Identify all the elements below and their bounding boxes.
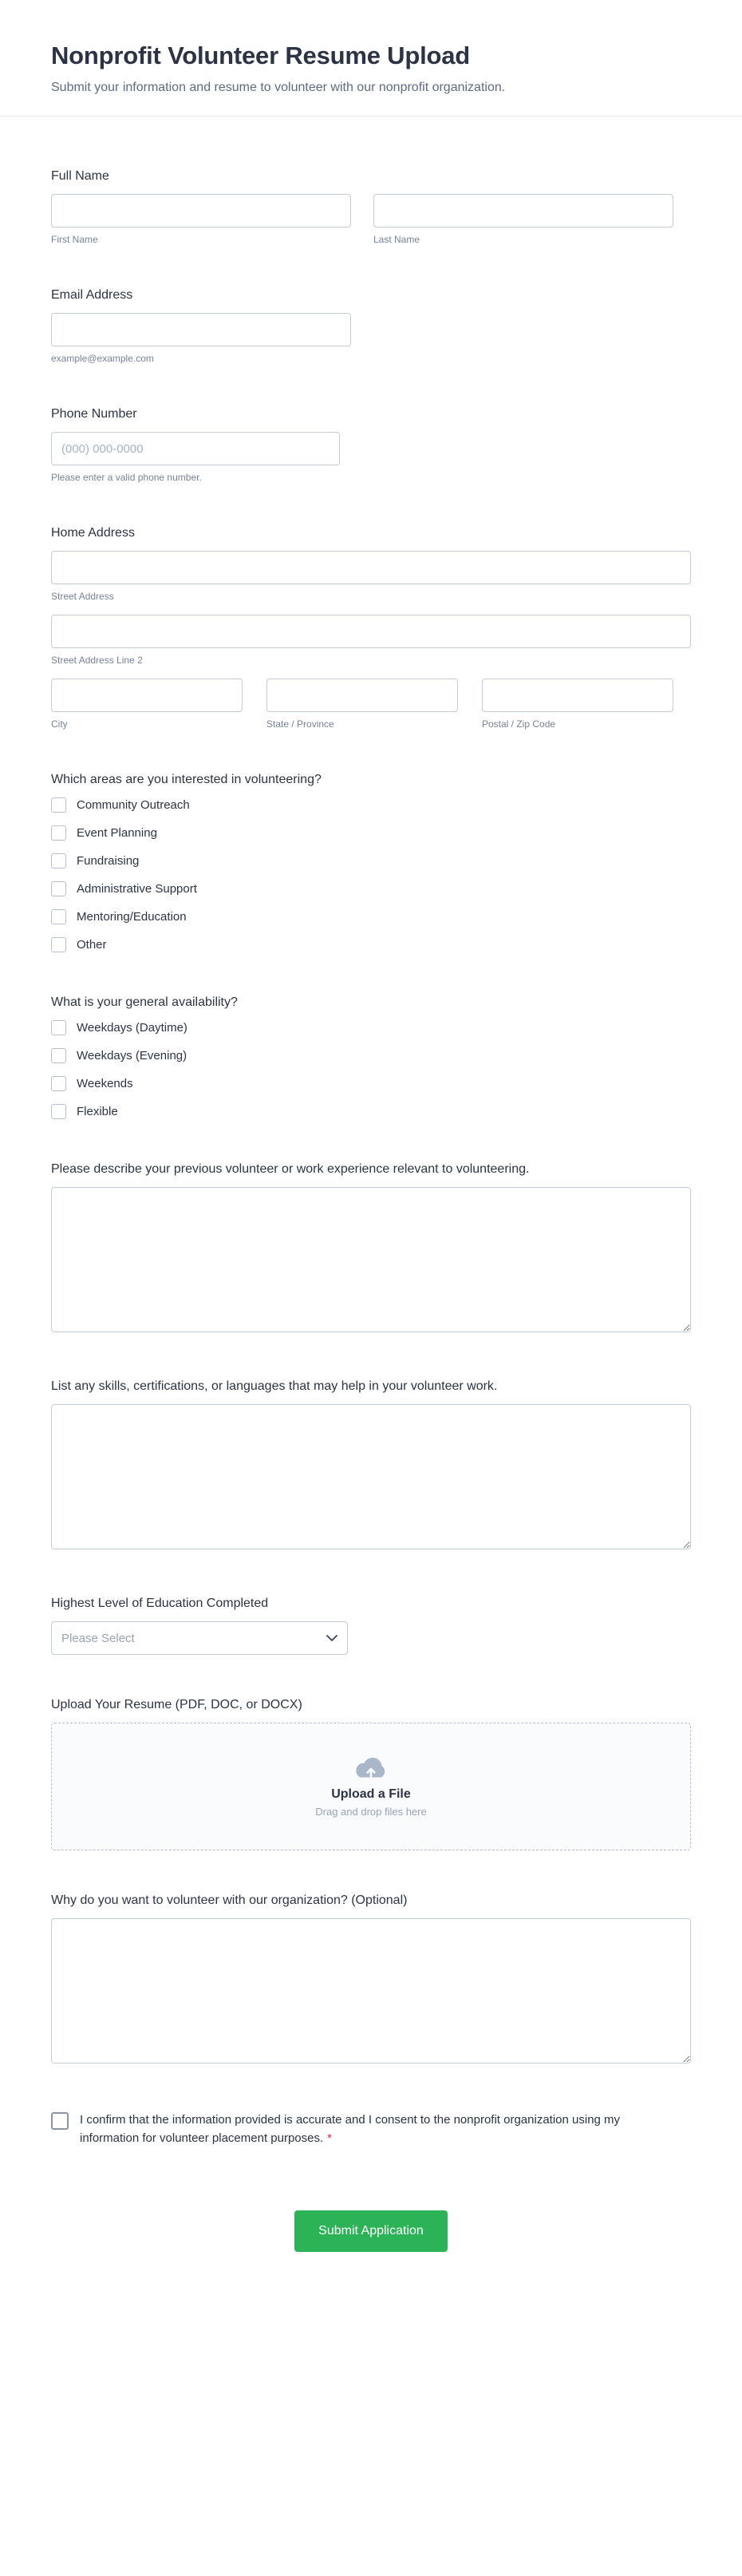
- option-label: Community Outreach: [77, 798, 190, 812]
- state-sublabel: State / Province: [266, 718, 334, 730]
- education-label: Highest Level of Education Completed: [51, 1597, 269, 1610]
- consent-checkbox[interactable]: [51, 2112, 69, 2130]
- file-upload-dropzone[interactable]: [51, 1723, 691, 1850]
- form-body: [0, 117, 742, 2329]
- form-footer: [51, 2210, 691, 2329]
- option-label: Event Planning: [77, 826, 157, 840]
- area-option-administrative-support[interactable]: [51, 881, 691, 896]
- phone-field: [51, 407, 691, 483]
- checkbox-icon[interactable]: [51, 909, 66, 924]
- zip-sublabel: Postal / Zip Code: [482, 718, 556, 730]
- last-name-col: [373, 194, 673, 245]
- consent-statement: I confirm that the information provided is accurate and I consent to the nonprofit organization using my information for volunteer placement purposes.: [80, 2113, 621, 2146]
- full-name-row: [51, 194, 691, 245]
- option-label: Fundraising: [77, 854, 140, 868]
- city-sublabel: City: [51, 718, 68, 730]
- street-address2-input[interactable]: [51, 615, 691, 648]
- motivation-field: [51, 1893, 691, 2068]
- availability-option-weekdays-evening[interactable]: [51, 1048, 691, 1063]
- city-state-zip-row: [51, 679, 691, 730]
- area-option-mentoring-education[interactable]: [51, 909, 691, 924]
- education-field: [51, 1597, 691, 1655]
- submit-button[interactable]: Submit Application: [294, 2210, 448, 2252]
- email-field: [51, 288, 691, 364]
- first-name-input[interactable]: [51, 194, 351, 228]
- last-name-sublabel: Last Name: [373, 234, 420, 245]
- skills-textarea[interactable]: [51, 1404, 691, 1549]
- availability-option-weekdays-daytime[interactable]: [51, 1020, 691, 1035]
- availability-option-weekends[interactable]: [51, 1076, 691, 1091]
- last-name-input[interactable]: [373, 194, 673, 228]
- home-address-label: Home Address: [51, 526, 135, 540]
- option-label: Administrative Support: [77, 882, 197, 896]
- area-option-community-outreach[interactable]: [51, 797, 691, 813]
- consent-text: [80, 2111, 646, 2148]
- form-header: [0, 0, 742, 116]
- option-label: Weekends: [77, 1077, 133, 1090]
- skills-label: List any skills, certifications, or languages that may help in your volunteer work.: [51, 1379, 498, 1393]
- full-name-label: Full Name: [51, 169, 109, 183]
- experience-field: [51, 1162, 691, 1336]
- area-option-event-planning[interactable]: [51, 825, 691, 841]
- availability-option-flexible[interactable]: [51, 1104, 691, 1119]
- page-subtitle: Submit your information and resume to volunteer with our nonprofit organization.: [51, 81, 506, 94]
- phone-label: Phone Number: [51, 407, 137, 421]
- zip-input[interactable]: [482, 679, 673, 712]
- cloud-upload-icon: [353, 1755, 389, 1781]
- availability-field: [51, 995, 691, 1119]
- state-input[interactable]: [266, 679, 458, 712]
- availability-options: [51, 1020, 691, 1119]
- option-label: Other: [77, 938, 107, 952]
- full-name-field: [51, 169, 691, 245]
- option-label: Mentoring/Education: [77, 910, 187, 924]
- checkbox-icon[interactable]: [51, 1104, 66, 1119]
- street-address2-sublabel: Street Address Line 2: [51, 655, 143, 666]
- volunteer-areas-options: [51, 797, 691, 952]
- checkbox-icon[interactable]: [51, 797, 66, 813]
- experience-textarea[interactable]: [51, 1187, 691, 1332]
- option-label: Weekdays (Evening): [77, 1049, 187, 1062]
- street-address-input[interactable]: [51, 551, 691, 584]
- volunteer-areas-field: [51, 773, 691, 952]
- city-col: [51, 679, 243, 730]
- email-label: Email Address: [51, 288, 133, 302]
- upload-file-text: Upload a File: [331, 1787, 411, 1801]
- drag-drop-hint: Drag and drop files here: [315, 1806, 427, 1818]
- education-select[interactable]: [51, 1621, 348, 1655]
- consent-field: [51, 2111, 691, 2148]
- checkbox-icon[interactable]: [51, 1048, 66, 1063]
- street-address-sublabel: Street Address: [51, 591, 114, 602]
- area-option-other[interactable]: [51, 937, 691, 952]
- motivation-textarea[interactable]: [51, 1918, 691, 2064]
- option-label: Weekdays (Daytime): [77, 1021, 187, 1035]
- first-name-col: [51, 194, 351, 245]
- checkbox-icon[interactable]: [51, 937, 66, 952]
- checkbox-icon[interactable]: [51, 825, 66, 841]
- checkbox-icon[interactable]: [51, 881, 66, 896]
- required-asterisk: *: [327, 2131, 333, 2146]
- checkbox-icon[interactable]: [51, 1020, 66, 1035]
- state-col: [266, 679, 458, 730]
- page-title: Nonprofit Volunteer Resume Upload: [51, 42, 471, 69]
- email-sublabel: example@example.com: [51, 353, 154, 364]
- phone-input[interactable]: [51, 432, 340, 465]
- checkbox-icon[interactable]: [51, 853, 66, 869]
- option-label: Flexible: [77, 1105, 118, 1118]
- resume-upload-field: [51, 1698, 691, 1850]
- phone-sublabel: Please enter a valid phone number.: [51, 472, 202, 483]
- availability-label: What is your general availability?: [51, 995, 238, 1009]
- zip-col: [482, 679, 673, 730]
- city-input[interactable]: [51, 679, 243, 712]
- experience-label: Please describe your previous volunteer or work experience relevant to volunteering.: [51, 1162, 530, 1176]
- education-select-wrap: [51, 1621, 348, 1655]
- skills-field: [51, 1379, 691, 1553]
- volunteer-areas-label: Which areas are you interested in volunteering?: [51, 773, 322, 786]
- first-name-sublabel: First Name: [51, 234, 98, 245]
- motivation-label: Why do you want to volunteer with our organization? (Optional): [51, 1893, 408, 1907]
- resume-upload-label: Upload Your Resume (PDF, DOC, or DOCX): [51, 1698, 302, 1711]
- checkbox-icon[interactable]: [51, 1076, 66, 1091]
- home-address-field: [51, 526, 691, 730]
- email-input[interactable]: [51, 313, 351, 346]
- area-option-fundraising[interactable]: [51, 853, 691, 869]
